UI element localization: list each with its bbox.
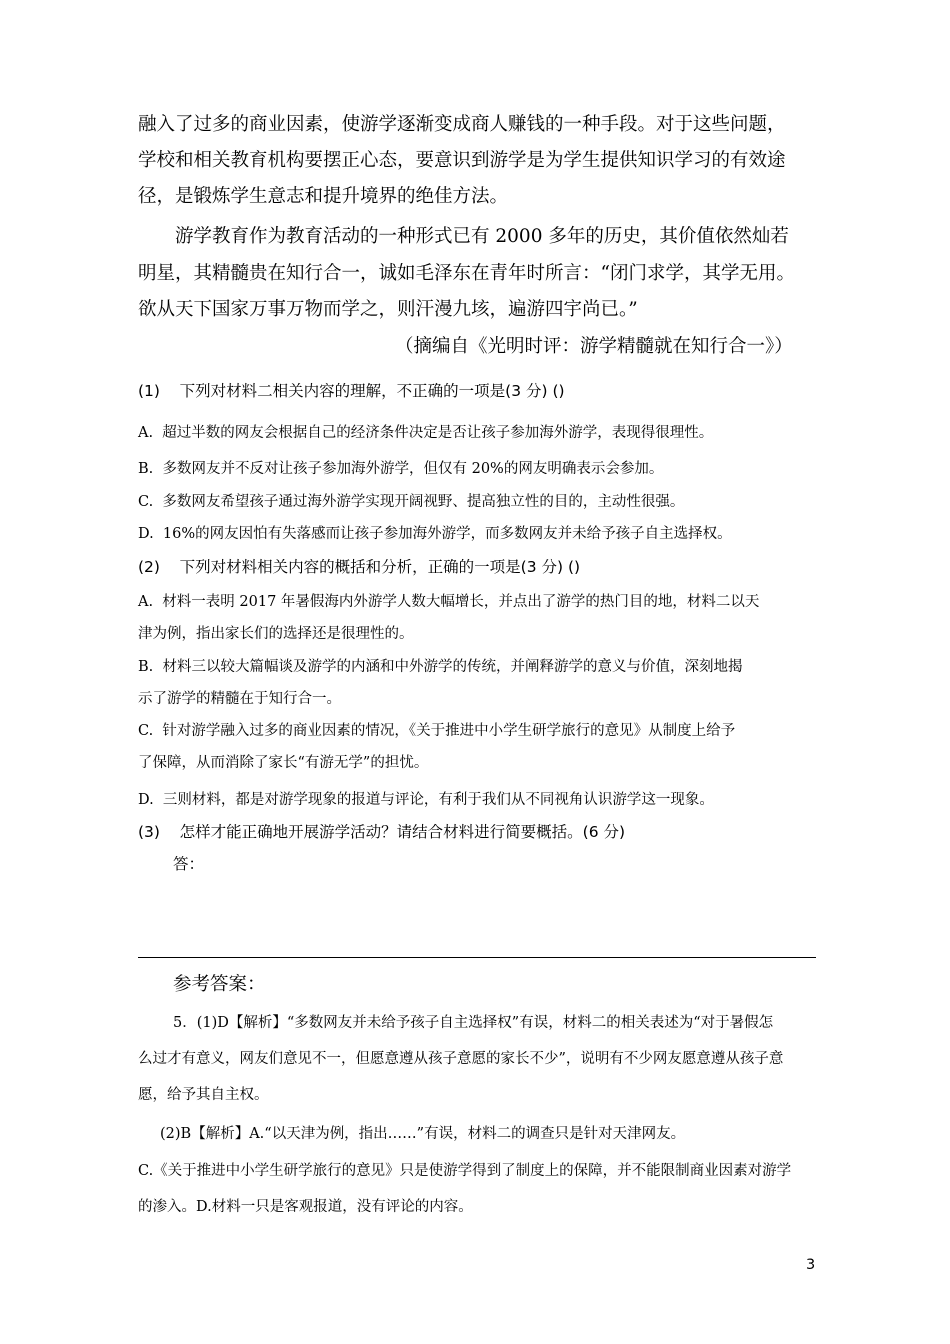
- article-line: 欲从天下国家万事万物而学之，则汗漫九垓，遍游四宇尚已。”: [138, 299, 638, 320]
- answer-line: 愿，给予其自主权。: [138, 1087, 269, 1103]
- answer-line: 么过才有意义，网友们意见不一，但愿意遵从孩子意愿的家长不少”，说明有不少网友愿意遵从孩子意: [138, 1051, 784, 1067]
- answer-line: 的渗入。D.材料一只是客观报道，没有评论的内容。: [138, 1199, 473, 1215]
- question-1-option-d: D. 16%的网友因怕有失落感而让孩子参加海外游学，而多数网友并未给予孩子自主选择权。: [138, 526, 732, 542]
- answer-line: C.《关于推进中小学生研学旅行的意见》只是使游学得到了制度上的保障，并不能限制商业因素对游学: [138, 1163, 792, 1179]
- question-2-option-d: D. 三则材料，都是对游学现象的报道与评论，有利于我们从不同视角认识游学这一现象。: [138, 792, 714, 808]
- question-2-option-c-cont: 了保障，从而消除了家长“有游无学”的担忧。: [138, 755, 429, 771]
- article-line: 明星，其精髓贵在知行合一，诚如毛泽东在青年时所言：“闭门求学，其学无用。: [138, 263, 795, 284]
- question-2-stem: (2) 下列对材料相关内容的概括和分析，正确的一项是(3 分) (): [138, 558, 581, 576]
- article-line: 游学教育作为教育活动的一种形式已有 2000 多年的历史，其价值依然灿若: [175, 226, 789, 247]
- question-1-option-a: A. 超过半数的网友会根据自己的经济条件决定是否让孩子参加海外游学，表现得很理性。: [138, 425, 714, 441]
- question-1-stem: (1) 下列对材料二相关内容的理解，不正确的一项是(3 分) (): [138, 382, 565, 400]
- article-source: （摘编自《光明时评：游学精髓就在知行合一》）: [395, 336, 793, 357]
- answer-line: 5．(1)D【解析】“多数网友并未给予孩子自主选择权”有误，材料二的相关表述为“对于暑假怎: [173, 1015, 774, 1031]
- question-3-stem: (3) 怎样才能正确地开展游学活动？请结合材料进行简要概括。(6 分): [138, 823, 626, 841]
- question-2-option-a: A. 材料一表明 2017 年暑假海内外游学人数大幅增长，并点出了游学的热门目的地，材料二以天: [138, 594, 760, 610]
- answers-heading: 参考答案：: [173, 974, 266, 995]
- question-1-option-b: B. 多数网友并不反对让孩子参加海外游学，但仅有 20%的网友明确表示会参加。: [138, 461, 664, 477]
- article-line: 融入了过多的商业因素，使游学逐渐变成商人赚钱的一种手段。对于这些问题，: [138, 114, 786, 135]
- page-number: 3: [806, 1257, 816, 1273]
- question-2-option-c: C. 针对游学融入过多的商业因素的情况，《关于推进中小学生研学旅行的意见》从制度上给予: [138, 723, 736, 739]
- question-2-option-b-cont: 示了游学的精髓在于知行合一。: [138, 691, 341, 707]
- question-2-option-a-cont: 津为例，指出家长们的选择还是很理性的。: [138, 626, 414, 642]
- answer-label: 答：: [173, 855, 205, 873]
- answer-line: (2)B【解析】A.“以天津为例，指出……”有误，材料二的调查只是针对天津网友。: [160, 1126, 686, 1142]
- section-divider: [138, 957, 816, 958]
- question-1-option-c: C. 多数网友希望孩子通过海外游学实现开阔视野、提高独立性的目的，主动性很强。: [138, 494, 685, 510]
- article-line: 径，是锻炼学生意志和提升境界的绝佳方法。: [138, 186, 509, 207]
- article-line: 学校和相关教育机构要摆正心态，要意识到游学是为学生提供知识学习的有效途: [138, 150, 786, 171]
- question-2-option-b: B. 材料三以较大篇幅谈及游学的内涵和中外游学的传统，并阐释游学的意义与价值，深刻地揭: [138, 659, 743, 675]
